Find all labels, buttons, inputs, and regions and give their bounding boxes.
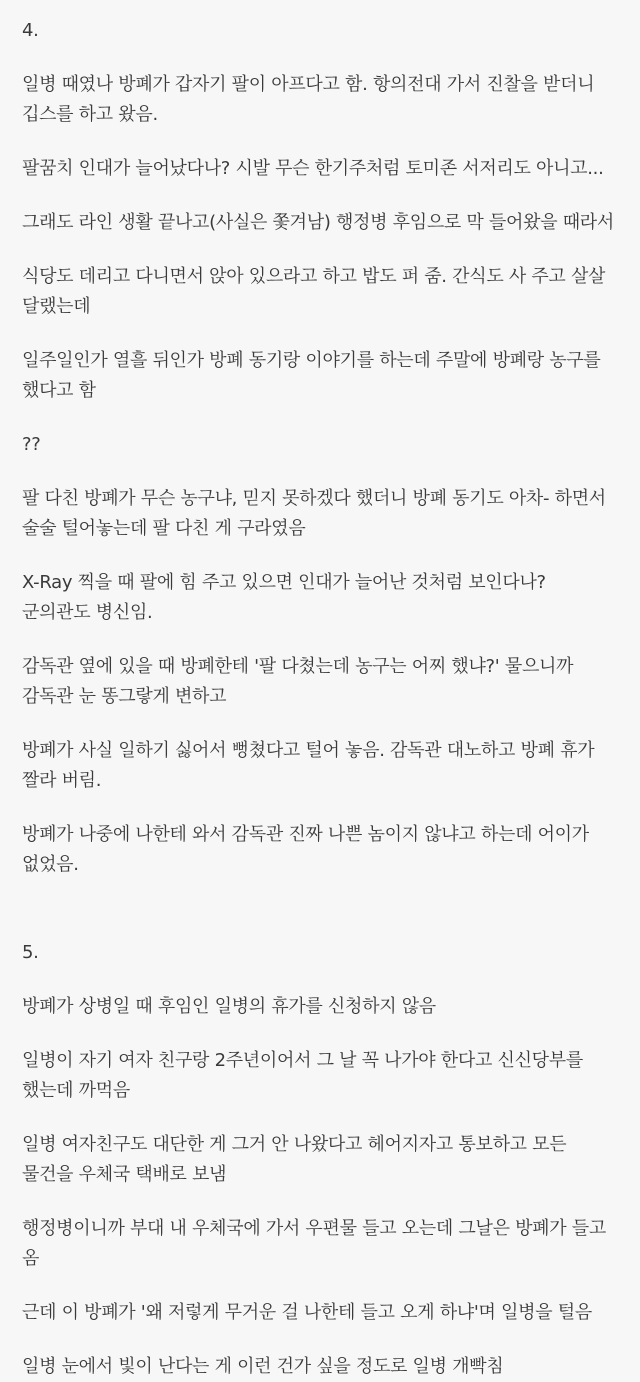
paragraph: 팔꿈치 인대가 늘어났다나? 시발 무슨 한기주처럼 토미존 서저리도 아니고...	[22, 158, 604, 179]
paragraph: 행정병이니까 부대 내 우체국에 가서 우편물 들고 오는데 그날은 방폐가 들고 옴	[22, 1218, 606, 1269]
section-number: 4.	[22, 20, 39, 41]
paragraph: X-Ray 찍을 때 팔에 힘 주고 있으면 인대가 늘어난 것처럼 보인다나? 군의관도 병신임.	[22, 572, 546, 623]
paragraph: 일병이 자기 여자 친구랑 2주년이어서 그 날 꼭 나가야 한다고 신신당부를 했는데 까먹음	[22, 1050, 583, 1101]
paragraph: ??	[22, 434, 41, 455]
paragraph: 일병 때였나 방폐가 갑자기 팔이 아프다고 함. 항의전대 가서 진찰을 받더니 깁스를 하고 왔음.	[22, 74, 595, 125]
paragraph: 일병 눈에서 빛이 난다는 게 이런 건가 싶을 정도로 일병 개빡침	[22, 1356, 504, 1377]
paragraph: 그래도 라인 생활 끝나고(사실은 쫓겨남) 행정병 후임으로 막 들어왔을 때라서	[22, 212, 614, 233]
paragraph: 일병 여자친구도 대단한 게 그거 안 나왔다고 헤어지자고 통보하고 모든 물건을 우체국 택배로 보냄	[22, 1134, 567, 1185]
paragraph: 팔 다친 방폐가 무슨 농구냐, 믿지 못하겠다 했더니 방폐 동기도 아차- 하면서 술술 털어놓는데 팔 다친 게 구라였음	[22, 488, 606, 539]
paragraph: 감독관 옆에 있을 때 방폐한테 '팔 다쳤는데 농구는 어찌 했냐?' 물으니까 감독관 눈 똥그랗게 변하고	[22, 656, 574, 707]
paragraph: 근데 이 방폐가 '왜 저렇게 무거운 걸 나한테 들고 오게 하냐'며 일병을 털음	[22, 1302, 592, 1323]
paragraph: 일주일인가 열흘 뒤인가 방폐 동기랑 이야기를 하는데 주말에 방폐랑 농구를 했다고 함	[22, 350, 601, 401]
paragraph: 방폐가 나중에 나한테 와서 감독관 진짜 나쁜 놈이지 않냐고 하는데 어이가 없었음.	[22, 824, 589, 875]
paragraph: 식당도 데리고 다니면서 앉아 있으라고 하고 밥도 퍼 줌. 간식도 사 주고 살살 달랬는데	[22, 266, 606, 317]
section-number: 5.	[22, 942, 39, 963]
paragraph: 방폐가 사실 일하기 싫어서 뻥쳤다고 털어 놓음. 감독관 대노하고 방폐 휴가 짤라 버림.	[22, 740, 595, 791]
paragraph: 방폐가 상병일 때 후임인 일병의 휴가를 신청하지 않음	[22, 996, 436, 1017]
